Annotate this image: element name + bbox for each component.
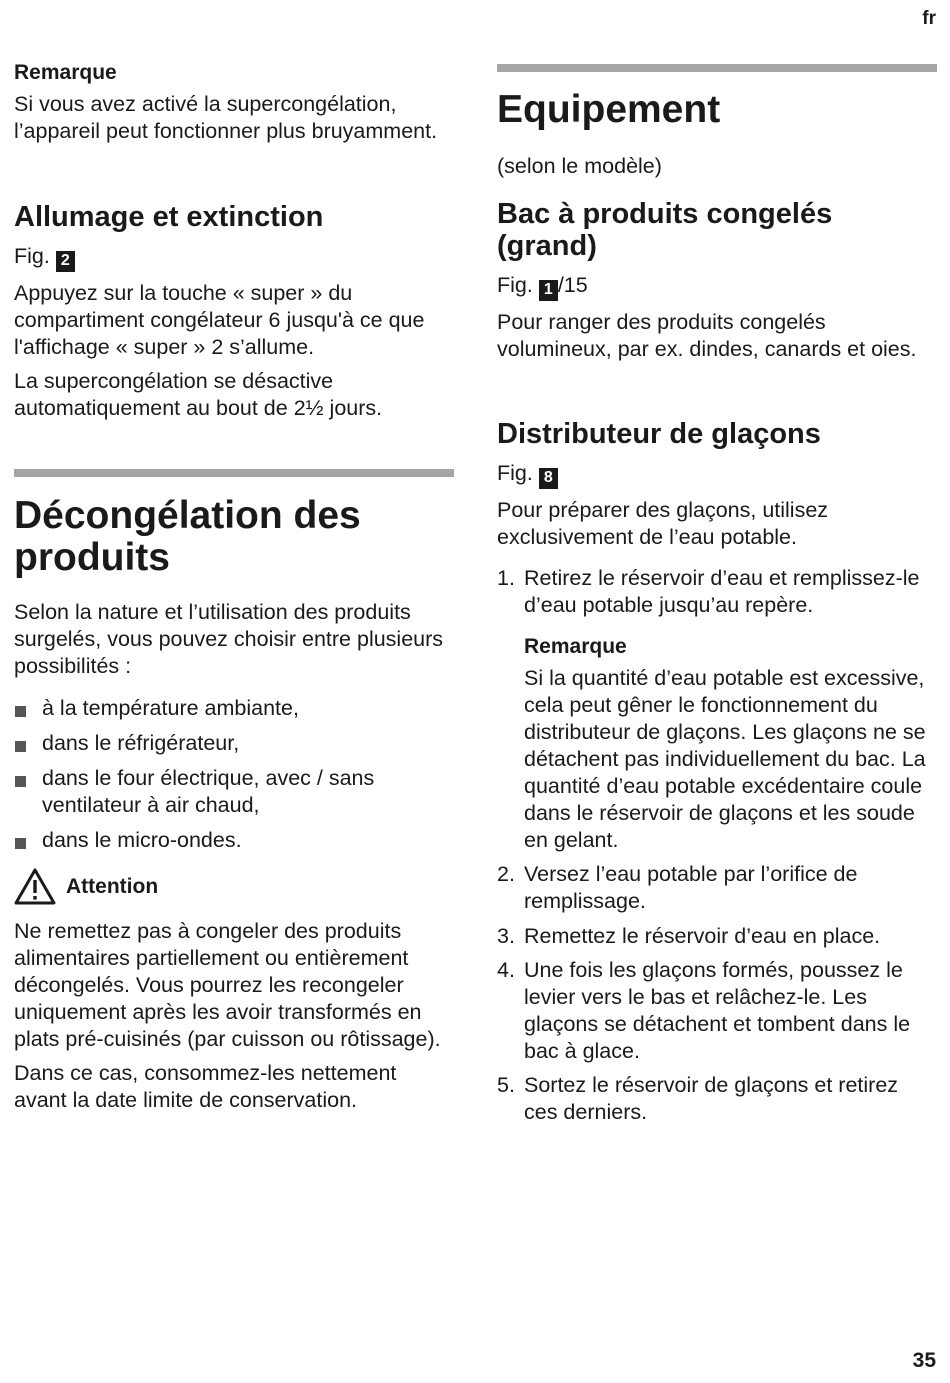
- step-item: [497, 565, 937, 854]
- section-bac: [497, 198, 937, 363]
- note-text: Si vous avez activé la supercongélation, l’appareil peut fonctionner plus bruyamment.: [14, 92, 438, 143]
- section-title: Distributeur de glaçons: [497, 418, 821, 450]
- note-title: Remarque: [524, 635, 627, 658]
- fig-suffix: /15: [557, 273, 588, 297]
- step-number: 3.: [497, 924, 515, 948]
- note-text: Si la quantité d’eau potable est excessive, cela peut gêner le fonctionnement du distributeur de glaçons. Les glaçons ne se détachent pas individuellement du bac. La quantité d’eau potable excédentaire coule dans le réservoir de glaçons et les soude en gelant.: [524, 666, 926, 852]
- step-text: Une fois les glaçons formés, poussez le levier vers le bas et relâchez-le. Les glaçons se détachent et tombent dans le bac à glace.: [524, 958, 911, 1063]
- chapter-divider: [497, 64, 937, 72]
- figure-reference: [14, 243, 454, 272]
- section-allumage: [14, 201, 454, 422]
- step-text: Retirez le réservoir d’eau et remplissez-le d’eau potable jusqu’au repère.: [524, 566, 920, 617]
- fig-label: Fig.: [497, 273, 533, 297]
- chapter-subtitle: (selon le modèle): [497, 154, 662, 178]
- fig-label: Fig.: [14, 244, 50, 268]
- language-tag: fr: [922, 8, 936, 29]
- step-text: Sortez le réservoir de glaçons et retirez ces derniers.: [524, 1073, 899, 1124]
- step-note: [524, 633, 937, 854]
- figure-number-badge: 8: [539, 468, 558, 489]
- note-title: Remarque: [14, 61, 117, 84]
- paragraph: Appuyez sur la touche « super » du compartiment congélateur 6 jusqu'à ce que l'affichage « super » 2 s’allume.: [14, 281, 425, 359]
- chapter-decongelation: [14, 469, 454, 1114]
- figure-number-badge: 1: [539, 280, 558, 301]
- chapter-title: Equipement: [497, 88, 721, 131]
- fig-label: Fig.: [497, 461, 533, 485]
- paragraph: Pour ranger des produits congelés volumineux, par ex. dindes, canards et oies.: [497, 310, 917, 361]
- figure-reference: [497, 272, 937, 301]
- options-list: [14, 695, 454, 854]
- paragraph: Pour préparer des glaçons, utilisez exclusivement de l’eau potable.: [497, 498, 829, 549]
- step-number: 5.: [497, 1073, 515, 1097]
- attention-label: Attention: [66, 875, 159, 898]
- list-item: dans le micro-ondes.: [14, 827, 454, 854]
- step-number: 4.: [497, 958, 515, 982]
- step-item: [497, 1072, 937, 1126]
- steps-list: [497, 565, 937, 1126]
- section-distributeur: [497, 418, 937, 1126]
- figure-reference: [497, 460, 937, 489]
- chapter-title: Décongélation des produits: [14, 494, 361, 579]
- list-item: dans le réfrigérateur,: [14, 730, 454, 757]
- section-title: Allumage et extinction: [14, 201, 324, 233]
- paragraph: La supercongélation se désactive automatiquement au bout de 2½ jours.: [14, 369, 383, 420]
- note-remarque-1: [14, 59, 454, 145]
- page-number: 35: [912, 1349, 936, 1372]
- chapter-equipement: [497, 64, 937, 180]
- list-item: dans le four électrique, avec / sans ventilateur à air chaud,: [14, 765, 454, 819]
- step-item: [497, 861, 937, 915]
- section-title: Bac à produits congelés (grand): [497, 198, 833, 262]
- chapter-intro: Selon la nature et l’utilisation des produits surgelés, vous pouvez choisir entre plusieurs possibilités :: [14, 600, 444, 678]
- warning-triangle-icon: [14, 868, 56, 906]
- step-number: 2.: [497, 862, 515, 886]
- step-item: [497, 957, 937, 1065]
- chapter-divider: [14, 469, 454, 477]
- step-text: Remettez le réservoir d’eau en place.: [524, 924, 881, 948]
- step-number: 1.: [497, 566, 515, 590]
- step-item: [497, 923, 937, 950]
- attention-text: Ne remettez pas à congeler des produits alimentaires partiellement ou entièrement décongelés. Vous pourrez les recongeler uniquement après les avoir transformés en plats pré-cuisinés (par cuisson ou rôtissage).: [14, 919, 441, 1051]
- figure-number-badge: 2: [56, 251, 75, 272]
- attention-heading: [14, 868, 454, 906]
- attention-text: Dans ce cas, consommez-les nettement avant la date limite de conservation.: [14, 1061, 397, 1112]
- list-item: à la température ambiante,: [14, 695, 454, 722]
- step-text: Versez l’eau potable par l’orifice de remplissage.: [524, 862, 858, 913]
